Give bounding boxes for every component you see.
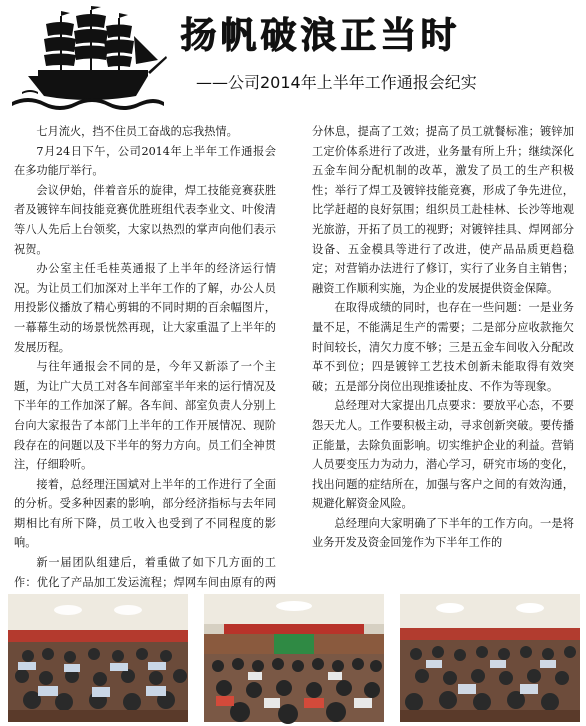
paragraph: 7月24日下午，公司2014年上半年工作通报会在多功能厅举行。 (14, 144, 276, 178)
paragraph: 会议伊始，伴着音乐的旋律，焊工技能竞赛获胜者及镀锌车间技能竞赛优胜班组代表李业文、叶俊清等八人先后上台领奖，大家以热烈的掌声向他们表示祝贺。 (14, 183, 276, 256)
article-column-right (312, 122, 574, 582)
photo-strip (8, 594, 580, 722)
sailing-ship-icon (8, 6, 168, 111)
page-title: 扬帆破浪正当时 (180, 15, 461, 56)
paragraph: 七月流火，挡不住员工奋战的忘我热情。 (36, 125, 238, 138)
paragraph: 总经理对大家提出几点要求：要放平心态，不要怨天尤人。工作要积极主动，寻求创新突破。要传播正能量，去除负面影响。切实维护企业的利益。营销人员要变压力为动力，潜心学习，研究市场的变化，找出问题的症结所在，加强与客户之间的有效沟通，规避化解资金风险。 (312, 399, 574, 511)
meeting-photo-center (204, 594, 384, 722)
paragraph: 新一届团队组建后，着重做了如下几方面的工作：优化了产品加工发运流程；焊网车间由原有的两 (14, 556, 276, 589)
paragraph: 办公室主任毛桂英通报了上半年的经济运行情况。为让员工们加深对上半年工作的了解，办公人员用投影仪播放了精心剪辑的不同时期的百余幅图片，一幕幕生动的场景恍然再现，让大家重温了上半年的发展历程。 (14, 262, 276, 354)
meeting-photo-left (8, 594, 188, 722)
meeting-photo-right (400, 594, 580, 722)
paragraph: 与往年通报会不同的是，今年又新添了一个主题，为让广大员工对各车间部室半年来的运行情况及下半年的工作加深了解。各车间、部室负责人分别上台向大家报告了本部门上半年的工作开展情况、现阶段存在的问题以及下半年的努力方向。员工们全神贯注，仔细聆听。 (14, 360, 276, 472)
paragraph: 在取得成绩的同时，也存在一些问题：一是业务量不足，不能满足生产的需要；二是部分应收款拖欠时间较长，清欠力度不够；三是五金车间收入分配改革不到位；四是镀锌工艺技术创新未能取得有效突破；五是部分岗位出现推诿扯皮、不作为等现象。 (312, 301, 574, 393)
paragraph: 总经理向大家明确了下半年的工作方向。一是将业务开发及资金回笼作为下半年工作的 (312, 516, 574, 550)
article-column-left (14, 122, 276, 589)
article-header (0, 0, 586, 118)
paragraph: 接着，总经理汪国斌对上半年的工作进行了全面的分析。受多种因素的影响，部分经济指标与去年同期相比有所下降，员工收入也受到了不同程度的影响。 (14, 477, 276, 550)
page-subtitle: ——公司2014年上半年工作通报会纪实 (196, 73, 477, 92)
paragraph: 分休息，提高了工效；提高了员工就餐标准；镀锌加工定价体系进行了改进，业务量有所上升；继续深化五金车间分配机制的改革，激发了员工的生产积极性；举行了焊工及镀锌技能竞赛，形成了争先进位，比学赶超的良好氛围；组织员工赴桂林、长沙等地观光旅游，开拓了员工的视野；对镀锌挂具、焊网部分设备、五金模具等进行了改进，使产品品质更趋稳定；对营销办法进行了修订，实行了业务自主销售；融资工作顺利实施，为企业的发展提供资金保障。 (312, 125, 574, 295)
